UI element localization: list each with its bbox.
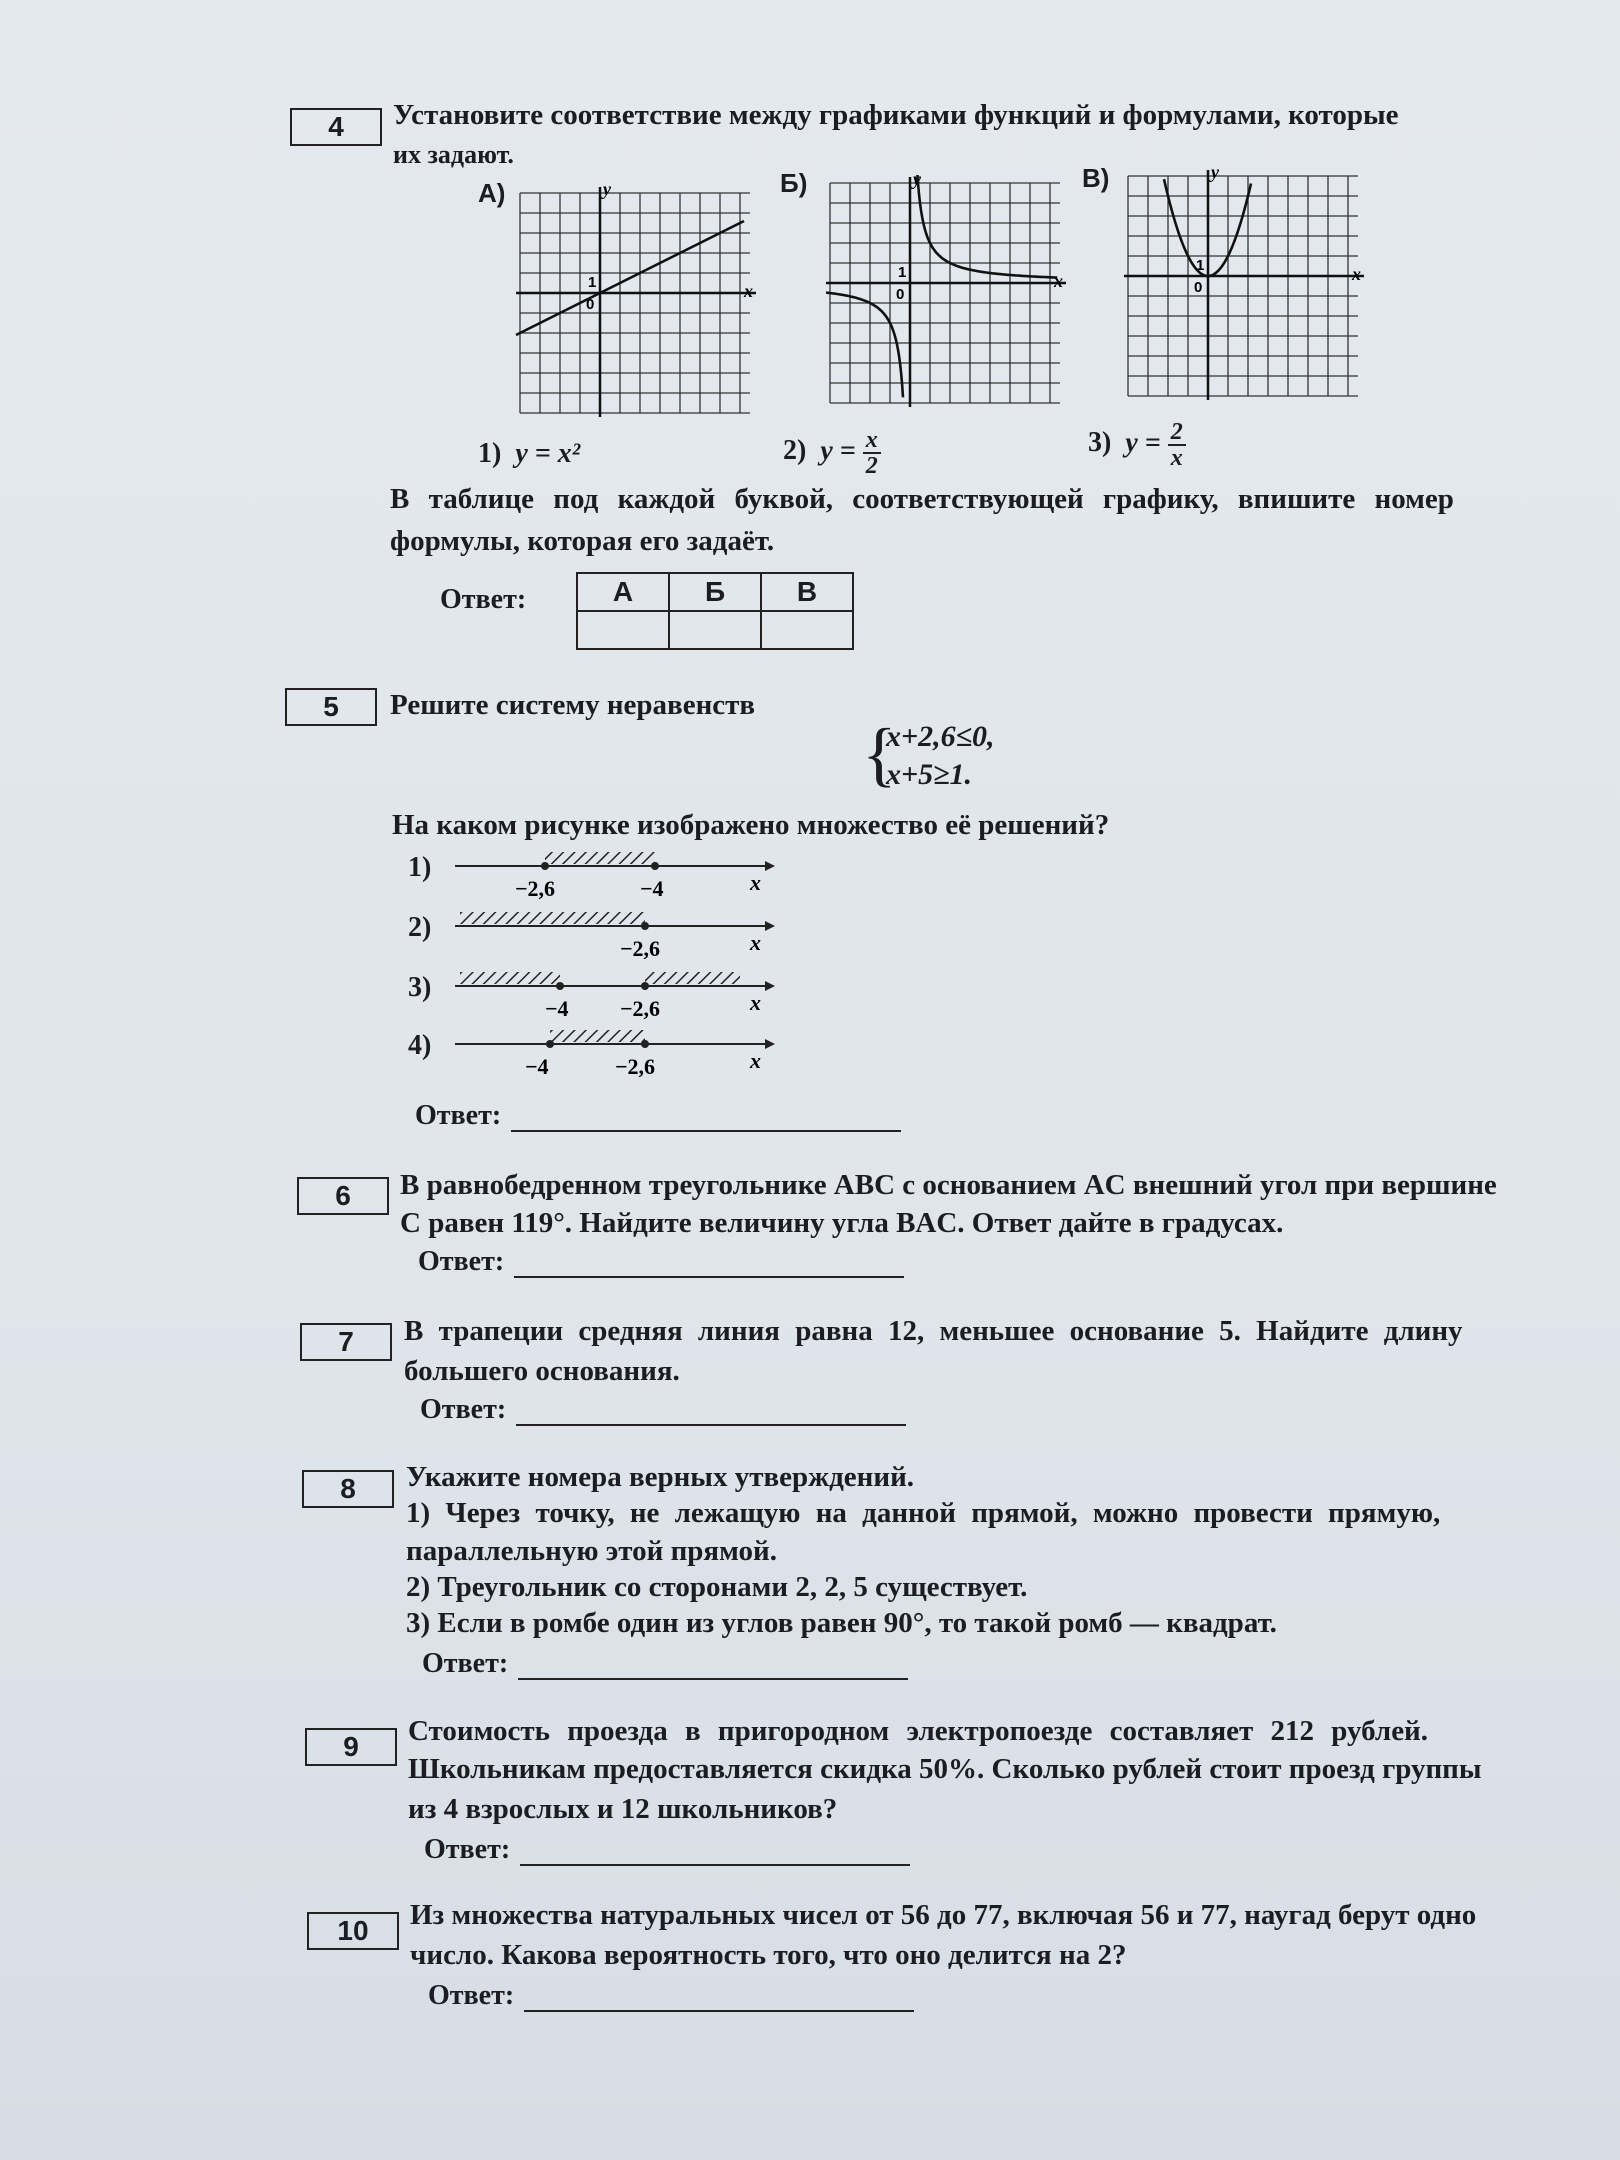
number-line-option-2 xyxy=(450,900,780,960)
instruction-text: формулы, которая его задаёт. xyxy=(390,525,775,557)
axis-label: x xyxy=(750,930,761,955)
point-label: −2,6 xyxy=(615,1054,656,1078)
answer-field xyxy=(428,1980,914,2012)
graph-b-hyperbola xyxy=(820,175,1070,410)
task-number: 10 xyxy=(307,1912,399,1950)
point-label: −2,6 xyxy=(620,936,661,960)
function-curve xyxy=(917,175,1057,278)
inequality-2: x+5≥1. xyxy=(886,758,973,791)
hatch-region xyxy=(460,912,645,924)
task-text: Стоимость проезда в пригородном электропоезде составляет 212 рублей. xyxy=(408,1715,1429,1747)
point-label: −4 xyxy=(525,1054,549,1078)
formula-number: 3) xyxy=(1088,427,1112,459)
function-curve xyxy=(826,293,903,398)
point-label: −4 xyxy=(545,996,569,1020)
task-text: В трапеции средняя линия равна 12, меньшее основание 5. Найдите длину xyxy=(404,1315,1463,1347)
table-header-b: Б xyxy=(669,573,761,611)
formula-2 xyxy=(783,428,881,478)
number-line-option-4 xyxy=(450,1018,780,1078)
x-axis-label: x xyxy=(744,281,753,301)
hatch-region xyxy=(545,852,655,864)
answer-input-line[interactable] xyxy=(520,1836,910,1866)
unit-label: 1 xyxy=(898,264,907,281)
point-label: −4 xyxy=(640,876,664,900)
answer-input-line[interactable] xyxy=(518,1650,908,1680)
point xyxy=(556,982,564,990)
graph-label-v: В) xyxy=(1082,163,1110,193)
task-number: 5 xyxy=(285,688,377,726)
statement-1-cont: параллельную этой прямой. xyxy=(406,1535,777,1567)
option-number: 1) xyxy=(408,852,432,883)
task-text: Из множества натуральных чисел от 56 до 77, включая 56 и 77, наугад берут одно xyxy=(410,1899,1477,1931)
numerator: 2 xyxy=(1168,420,1186,446)
answer-label: Ответ: xyxy=(418,1246,505,1277)
task-text: Школьникам предоставляется скидка 50%. Сколько рублей стоит проезд группы xyxy=(408,1753,1482,1785)
task-text: Укажите номера верных утверждений. xyxy=(406,1461,915,1493)
fraction xyxy=(1168,420,1186,470)
answer-label: Ответ: xyxy=(440,584,527,615)
inequality-1: x+2,6≤0, xyxy=(886,720,995,753)
option-number: 3) xyxy=(408,972,432,1003)
option-number: 4) xyxy=(408,1030,432,1061)
point xyxy=(541,862,549,870)
answer-label: Ответ: xyxy=(422,1648,509,1679)
point xyxy=(641,982,649,990)
task-text: число. Какова вероятность того, что оно делится на 2? xyxy=(410,1939,1127,1971)
task-text: их задают. xyxy=(393,140,514,169)
answer-field xyxy=(418,1246,904,1278)
y-axis-label: y xyxy=(913,175,921,189)
axis-arrow xyxy=(765,1039,775,1049)
answer-field xyxy=(424,1834,910,1866)
denominator: x xyxy=(1170,445,1183,471)
answer-label: Ответ: xyxy=(420,1394,507,1425)
system-brace: { xyxy=(862,714,897,794)
hatch-region xyxy=(550,1030,645,1042)
task-number: 8 xyxy=(302,1470,394,1508)
formula-number: 1) xyxy=(478,438,502,469)
table-header-a: А xyxy=(577,573,669,611)
formula-1 xyxy=(478,438,580,470)
formula-number: 2) xyxy=(783,435,807,467)
unit-label: 1 xyxy=(588,274,597,291)
answer-table xyxy=(576,572,854,650)
answer-field xyxy=(422,1648,908,1680)
x-axis-label: x xyxy=(1352,264,1361,284)
unit-label: 1 xyxy=(1196,257,1205,274)
origin-label: 0 xyxy=(1194,279,1203,296)
answer-cell-b[interactable] xyxy=(669,611,761,649)
y-axis-label: y xyxy=(1211,168,1219,182)
origin-label: 0 xyxy=(586,296,595,313)
hatch-region xyxy=(645,972,740,984)
x-axis-label: x xyxy=(1054,271,1063,291)
table-header-v: В xyxy=(761,573,853,611)
answer-field xyxy=(420,1394,906,1426)
task-text: Установите соответствие между графиками функций и формулами, которые xyxy=(393,99,1399,131)
task-text: C равен 119°. Найдите величину угла BAC. Ответ дайте в градусах. xyxy=(400,1207,1284,1239)
graph-a-linear xyxy=(510,185,760,420)
task-text: В равнобедренном треугольнике ABC с основанием AC внешний угол при вершине xyxy=(400,1169,1497,1201)
point xyxy=(641,1040,649,1048)
graph-label-a: А) xyxy=(478,178,506,208)
answer-cell-v[interactable] xyxy=(761,611,853,649)
answer-cell-a[interactable] xyxy=(577,611,669,649)
numerator: x xyxy=(863,428,881,454)
axis-arrow xyxy=(765,861,775,871)
denominator: 2 xyxy=(865,453,878,479)
axis-label: x xyxy=(750,870,761,895)
statement-2: 2) Треугольник со сторонами 2, 2, 5 существует. xyxy=(406,1571,1028,1603)
axis-label: x xyxy=(750,990,761,1015)
task-number: 9 xyxy=(305,1728,397,1766)
origin-label: 0 xyxy=(896,286,905,303)
answer-label: Ответ: xyxy=(428,1980,515,2011)
formula-lhs: y = xyxy=(820,435,856,467)
graph-v-parabola xyxy=(1118,168,1368,403)
point xyxy=(641,922,649,930)
answer-input-line[interactable] xyxy=(511,1102,901,1132)
option-number: 2) xyxy=(408,912,432,943)
task-number: 4 xyxy=(290,108,382,146)
y-axis-label: y xyxy=(603,185,611,199)
task-number: 7 xyxy=(300,1323,392,1361)
task-number: 6 xyxy=(297,1177,389,1215)
point-label: −2,6 xyxy=(515,876,556,900)
answer-field xyxy=(415,1100,901,1132)
answer-input-line[interactable] xyxy=(514,1248,904,1278)
formula-expr: y = x² xyxy=(515,438,581,469)
number-line-option-3 xyxy=(450,960,780,1020)
answer-input-line[interactable] xyxy=(524,1982,914,2012)
task-question: На каком рисунке изображено множество её решений? xyxy=(392,809,1110,841)
axis-arrow xyxy=(765,921,775,931)
axis-arrow xyxy=(765,981,775,991)
task-text: большего основания. xyxy=(404,1355,680,1387)
point xyxy=(651,862,659,870)
answer-input-line[interactable] xyxy=(516,1396,906,1426)
statement-1: 1) Через точку, не лежащую на данной прямой, можно провести прямую, xyxy=(406,1497,1441,1529)
function-curve xyxy=(516,221,744,335)
statement-3: 3) Если в ромбе один из углов равен 90°, то такой ромб — квадрат. xyxy=(406,1607,1277,1639)
axis-label: x xyxy=(750,1048,761,1073)
task-text: из 4 взрослых и 12 школьников? xyxy=(408,1793,838,1825)
formula-3 xyxy=(1088,420,1186,470)
task-text: Решите систему неравенств xyxy=(390,689,756,721)
graph-label-b: Б) xyxy=(780,168,808,198)
answer-label: Ответ: xyxy=(415,1100,502,1131)
point-label: −2,6 xyxy=(620,996,661,1020)
fraction xyxy=(863,428,881,478)
number-line-option-1 xyxy=(450,840,780,900)
answer-label: Ответ: xyxy=(424,1834,511,1865)
formula-lhs: y = xyxy=(1125,427,1161,459)
point xyxy=(546,1040,554,1048)
instruction-text: В таблице под каждой буквой, соответствующей графику, впишите номер xyxy=(390,483,1454,515)
hatch-region xyxy=(460,972,560,984)
